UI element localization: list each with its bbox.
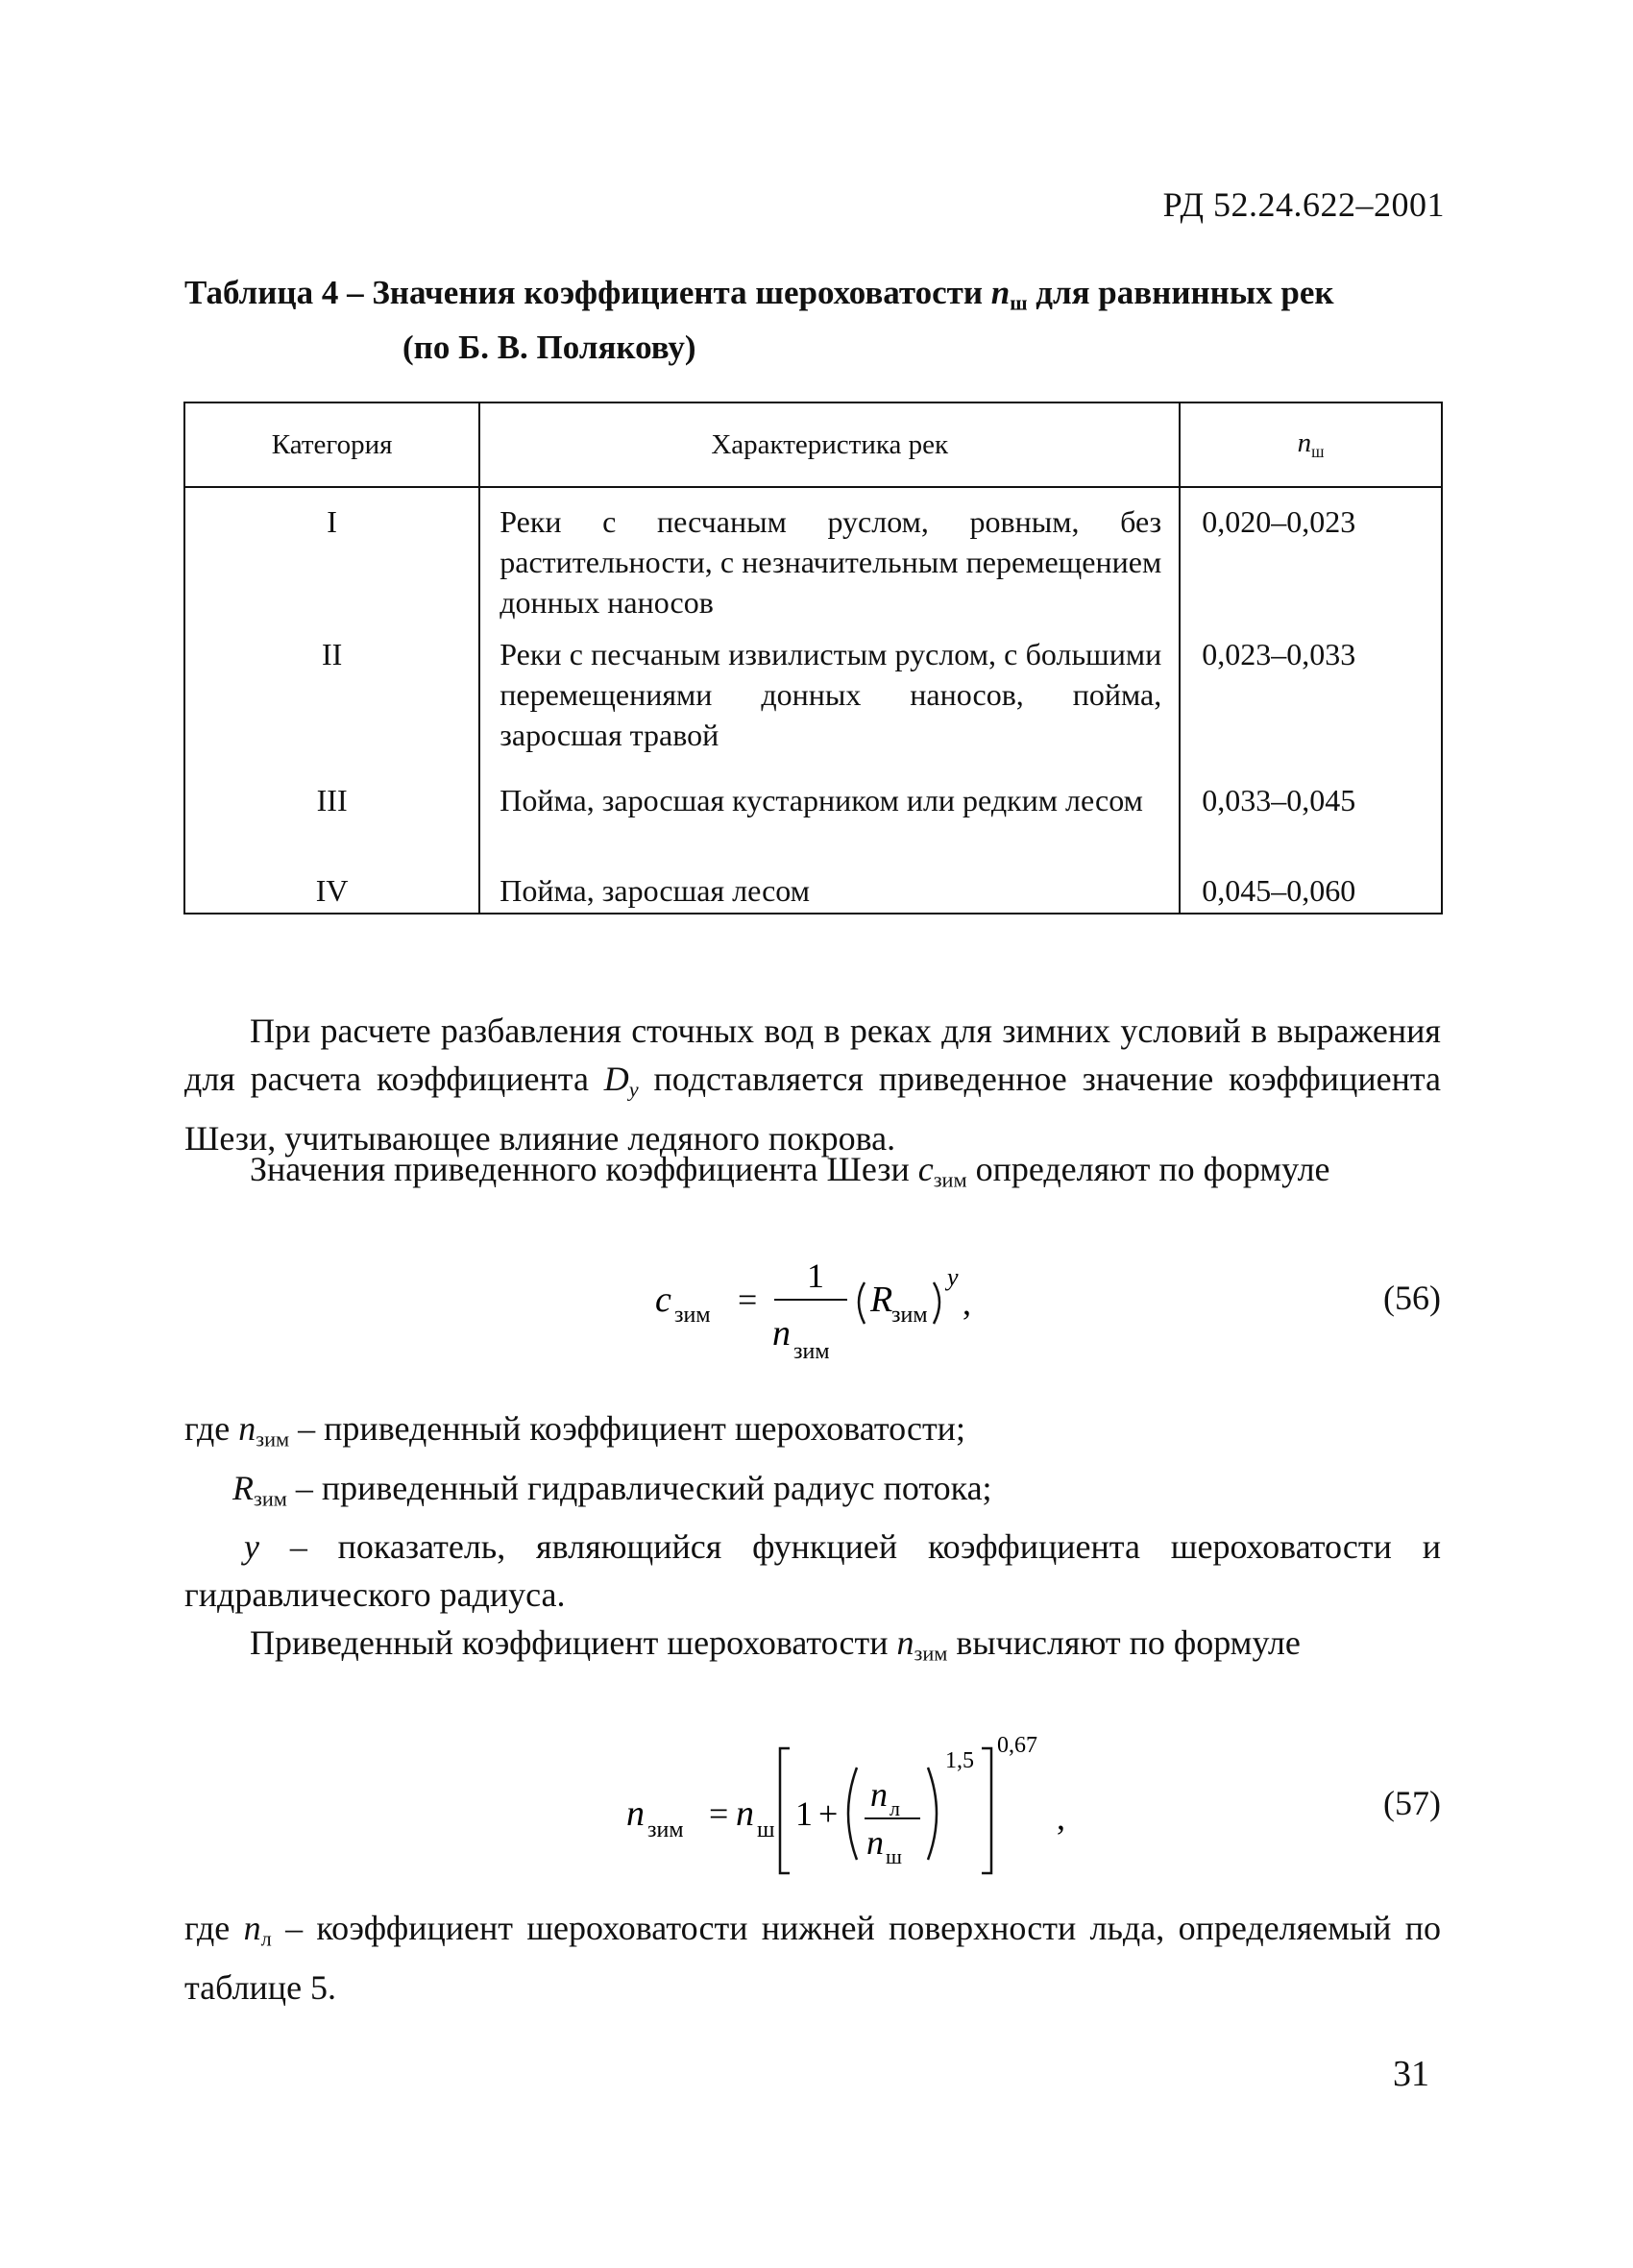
eq56-exponent: y xyxy=(947,1263,959,1291)
def2-sub: зим xyxy=(254,1486,287,1511)
document-id: РД 52.24.622–2001 xyxy=(1162,185,1445,224)
eq57-left-paren xyxy=(848,1768,857,1860)
table-row xyxy=(184,870,1442,914)
p1-var-sub-text: y xyxy=(628,1077,639,1102)
def-where: где xyxy=(184,1409,239,1448)
eq56-denominator-sub: зим xyxy=(793,1339,830,1364)
eq57-lhs-sub: зим xyxy=(647,1817,684,1842)
eq57-one: 1 xyxy=(795,1794,813,1833)
equation-number-56: (56) xyxy=(1383,1279,1441,1317)
caption-var-sub: ш xyxy=(1010,291,1028,315)
def2-text: – приведенный гидравлический радиус потока; xyxy=(286,1469,992,1507)
header-category: Категория xyxy=(184,402,479,487)
cell-range: 0,023–0,033 xyxy=(1180,634,1442,780)
roughness-table xyxy=(183,402,1443,915)
eq56-r: R xyxy=(870,1280,893,1320)
definition-n-l xyxy=(184,1904,1441,2012)
table-row xyxy=(184,487,1442,634)
p4-text: – коэффициент шероховатости нижней поверхности льда, определяемый по таблице 5. xyxy=(184,1909,1441,2007)
definition-n-zim xyxy=(184,1404,1441,1464)
def1-var: n xyxy=(238,1409,256,1448)
eq57-n-sh-sub: ш xyxy=(757,1817,775,1842)
p1-text-2: подставляется приведенное значение коэффициента Шези, учитывающее влияние ледяного покрова. xyxy=(184,1060,1441,1158)
table-row xyxy=(184,780,1442,870)
eq56-lhs: c xyxy=(655,1280,671,1320)
eq56-left-paren xyxy=(859,1282,865,1324)
p3-var: n xyxy=(896,1623,914,1662)
cell-category: IV xyxy=(184,870,479,914)
eq57-num-sub: л xyxy=(890,1796,900,1820)
p3-text-2: вычисляют по формуле xyxy=(947,1623,1301,1662)
definition-y xyxy=(184,1523,1441,1619)
cell-description: Реки с песчаным руслом, ровным, без растительности, с незначительным перемещением донных наносов xyxy=(479,487,1180,634)
equation-56 xyxy=(634,1239,1037,1374)
p1-text-1: При расчете разбавления сточных вод в реках для зимних условий в выражения для расчета коэффициента xyxy=(184,1012,1441,1098)
paragraph-reduced-roughness xyxy=(184,1619,1441,1678)
p1-var-sub xyxy=(629,1078,639,1102)
header-n-var: n xyxy=(1297,427,1312,458)
p3-var-sub: зим xyxy=(914,1641,948,1666)
page-number: 31 xyxy=(1393,2054,1429,2094)
eq56-lhs-sub: зим xyxy=(674,1303,711,1328)
def2-var: R xyxy=(232,1469,254,1507)
table-row xyxy=(184,634,1442,780)
eq56-right-paren xyxy=(934,1282,939,1324)
eq56-numerator: 1 xyxy=(807,1256,824,1295)
equation-57 xyxy=(615,1729,1095,1892)
eq57-right-bracket xyxy=(982,1748,991,1873)
eq57-left-bracket xyxy=(780,1748,790,1873)
def1-sub: зим xyxy=(256,1427,290,1451)
cell-description: Пойма, заросшая лесом xyxy=(479,870,1180,914)
p4-var-sub: л xyxy=(260,1926,272,1951)
eq57-den-sub: ш xyxy=(886,1844,902,1868)
cell-range: 0,033–0,045 xyxy=(1180,780,1442,870)
header-n-sub: ш xyxy=(1311,442,1325,462)
eq57-plus: + xyxy=(818,1794,839,1833)
caption-var: n xyxy=(990,274,1011,311)
equation-number-57: (57) xyxy=(1383,1784,1441,1822)
cell-description: Реки с песчаным извилистым руслом, с большими перемещениями донных наносов, пойма, заросшая травой xyxy=(479,634,1180,780)
caption-suffix: для равнинных рек xyxy=(1027,274,1334,311)
cell-category: I xyxy=(184,487,479,634)
eq56-r-sub: зим xyxy=(891,1303,928,1328)
eq57-outer-exponent: 0,67 xyxy=(997,1733,1037,1758)
def3-var: y xyxy=(244,1527,259,1566)
eq56-denominator: n xyxy=(772,1313,791,1353)
p2-text-1: Значения приведенного коэффициента Шези xyxy=(250,1150,918,1188)
table-caption xyxy=(184,271,1452,370)
caption-line2: (по Б. В. Полякову) xyxy=(402,328,696,366)
p1-var: D xyxy=(603,1060,629,1098)
eq57-equals: = xyxy=(709,1794,729,1833)
eq57-num: n xyxy=(870,1775,888,1814)
def3-text: – показатель, являющийся функцией коэффициента шероховатости и гидравлического радиуса. xyxy=(184,1527,1441,1614)
p2-var: c xyxy=(917,1150,934,1188)
paragraph-winter-conditions xyxy=(184,1007,1441,1162)
p4-var: n xyxy=(243,1909,261,1947)
cell-description: Пойма, заросшая кустарником или редким лесом xyxy=(479,780,1180,870)
cell-range: 0,045–0,060 xyxy=(1180,870,1442,914)
paragraph-chezy xyxy=(184,1145,1441,1205)
eq57-inner-exponent: 1,5 xyxy=(945,1748,974,1773)
header-description: Характеристика рек xyxy=(479,402,1180,487)
eq57-den: n xyxy=(866,1823,884,1862)
p2-var-sub: зим xyxy=(933,1167,967,1192)
cell-category: III xyxy=(184,780,479,870)
cell-category: II xyxy=(184,634,479,780)
eq56-comma: , xyxy=(963,1283,971,1322)
p3-text-1: Приведенный коэффициент шероховатости xyxy=(250,1623,897,1662)
eq57-lhs: n xyxy=(626,1793,645,1834)
definition-r-zim xyxy=(232,1464,1441,1524)
eq56-equals: = xyxy=(738,1280,758,1319)
header-n xyxy=(1180,402,1442,487)
def1-text: – приведенный коэффициент шероховатости; xyxy=(289,1409,965,1448)
cell-range: 0,020–0,023 xyxy=(1180,487,1442,634)
p4-where: где xyxy=(184,1909,244,1947)
caption-prefix: Таблица 4 – Значения коэффициента шероховатости xyxy=(184,274,991,311)
table-header-row xyxy=(184,402,1442,487)
eq57-n-sh: n xyxy=(736,1793,754,1834)
p2-text-2: определяют по формуле xyxy=(966,1150,1330,1188)
eq57-right-paren xyxy=(928,1768,937,1860)
eq57-comma: , xyxy=(1057,1798,1065,1837)
